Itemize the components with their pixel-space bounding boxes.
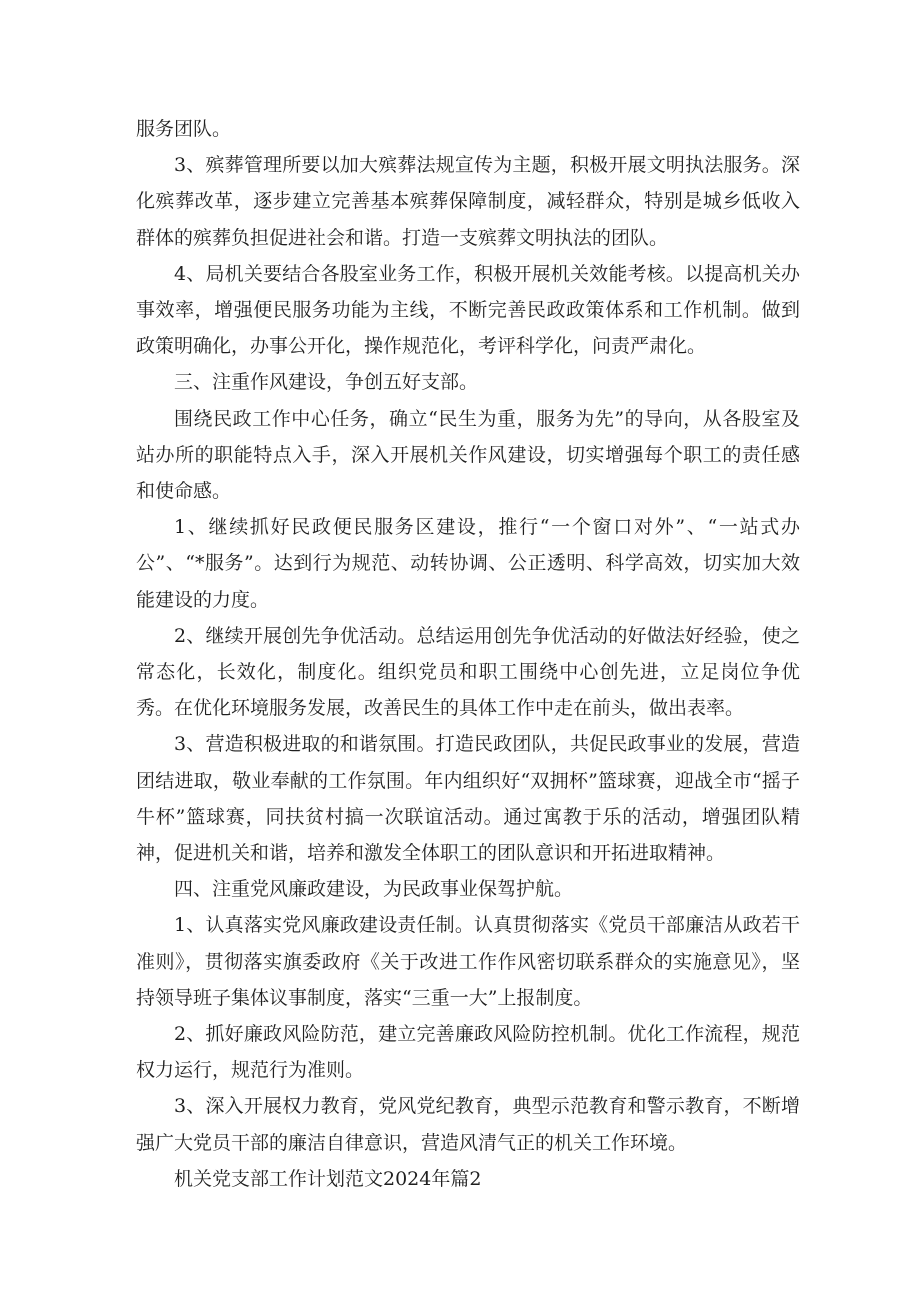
paragraph-section-3-item-3: 3、营造积极进取的和谐氛围。打造民政团队，共促民政事业的发展，营造团结进取，敬业奉献的工作氛围。年内组织好“双拥杯”篮球赛，迎战全市“摇子牛杯”篮球赛，同扶贫村搞一次联谊活动。通过寓教于乐的活动，增强团队精神，促进机关和谐，培养和激发全体职工的团队意识和开拓进取精神。 <box>136 733 800 865</box>
paragraph-section-4-item-1: 1、认真落实党风廉政建设责任制。认真贯彻落实《党员干部廉洁从政若干准则》，贯彻落实旗委政府《关于改进工作作风密切联系群众的实施意见》，坚持领导班子集体议事制度，落实“三重一大”上报制度。 <box>136 914 800 1009</box>
paragraph-section-3-item-1: 1、继续抓好民政便民服务区建设，推行“一个窗口对外”、“一站式办公”、“*服务”。达到行为规范、动转协调、公正透明、科学高效，切实加大效能建设的力度。 <box>136 516 800 611</box>
paragraph-section-4-item-3: 3、深入开展权力教育，党风党纪教育，典型示范教育和警示教育，不断增强广大党员干部的廉洁自律意识，营造风清气正的机关工作环境。 <box>136 1095 800 1154</box>
section-heading-4: 四、注重党风廉政建设，为民政事业保驾护航。 <box>174 878 574 901</box>
section-heading-3: 三、注重作风建设，争创五好支部。 <box>174 371 479 394</box>
paragraph-item-3-funeral: 3、殡葬管理所要以加大殡葬法规宣传为主题，积极开展文明执法服务。深化殡葬改革，逐步建立完善基本殡葬保障制度，减轻群众，特别是城乡低收入群体的殡葬负担促进社会和谐。打造一支殡葬文明执法的团队。 <box>136 154 800 249</box>
paragraph-section-3-item-2: 2、继续开展创先争优活动。总结运用创先争优活动的好做法好经验，使之常态化，长效化，制度化。组织党员和职工围绕中心创先进，立足岗位争优秀。在优化环境服务发展，改善民生的具体工作中走在前头，做出表率。 <box>136 624 800 720</box>
paragraph-section-4-item-2: 2、抓好廉政风险防范，建立完善廉政风险防控机制。优化工作流程，规范权力运行，规范行为准则。 <box>136 1023 800 1082</box>
paragraph-continuation: 服务团队。 <box>136 118 232 140</box>
paragraph-section-3-intro: 围绕民政工作中心任务，确立“民生为重，服务为先”的导向，从各股室及站办所的职能特点入手，深入开展机关作风建设，切实增强每个职工的责任感和使命感。 <box>136 407 800 503</box>
document-subtitle: 机关党支部工作计划范文2024年篇2 <box>174 1167 482 1190</box>
paragraph-item-4-bureau: 4、局机关要结合各股室业务工作，积极开展机关效能考核。以提高机关办事效率，增强便民服务功能为主线，不断完善民政政策体系和工作机制。做到政策明确化，办事公开化，操作规范化，考评科学化，问责严肃化。 <box>136 262 800 358</box>
